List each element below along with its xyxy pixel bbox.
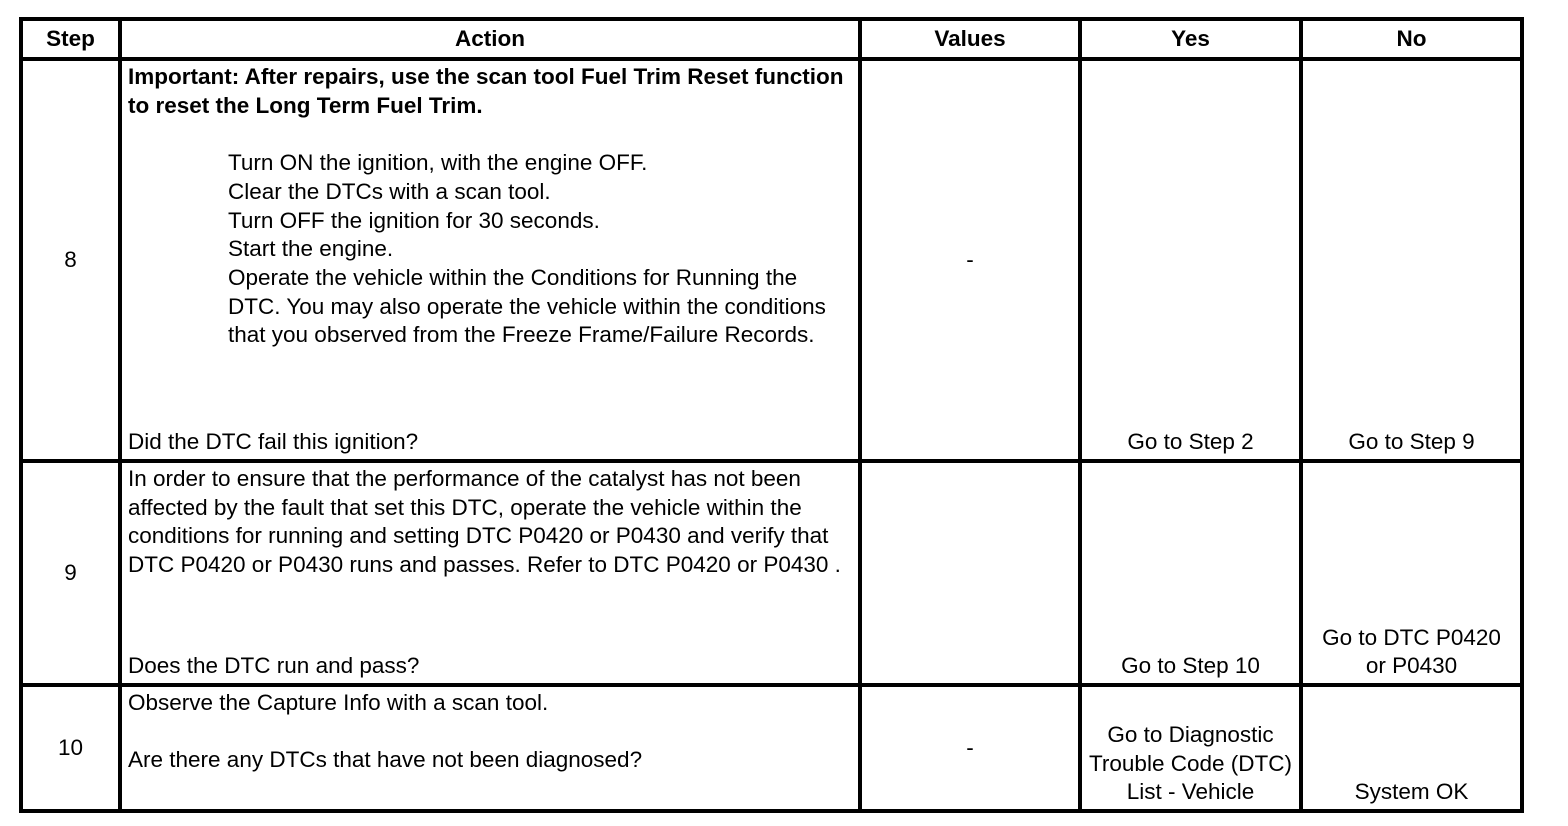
- yes-outcome: Go to Diagnostic Trouble Code (DTC) List - Vehicle: [1080, 685, 1301, 811]
- question-text: Are there any DTCs that have not been diagnosed?: [128, 747, 643, 773]
- procedure-step: Operate the vehicle within the Conditions for Running the DTC. You may also operate the vehicle within the conditions that you observed from the Freeze Frame/Failure Records.: [228, 264, 826, 348]
- procedure-step: Turn OFF the ignition for 30 seconds.: [228, 207, 600, 233]
- procedure-step: Start the engine.: [228, 236, 394, 262]
- values-cell: -: [860, 685, 1080, 811]
- table-row-step-9: [21, 461, 1522, 685]
- step-number: 9: [21, 461, 120, 685]
- yes-outcome: Go to Step 2: [1080, 59, 1301, 461]
- procedure-step: Clear the DTCs with a scan tool.: [228, 178, 551, 204]
- header-values: Values: [860, 19, 1080, 59]
- table-row-step-10: [21, 685, 1522, 811]
- diagnostic-table: [19, 17, 1524, 813]
- values-cell: -: [860, 59, 1080, 461]
- action-text: In order to ensure that the performance of the catalyst has not been affected by the fault that set this DTC, operate the vehicle within the conditions for running and setting DTC P0420 or P0430 and verify that DTC P0420 or P0430 runs and passes. Refer to DTC P0420 or P0430 .: [128, 466, 841, 578]
- action-cell: [120, 461, 860, 685]
- question-text: Did the DTC fail this ignition?: [128, 429, 419, 455]
- no-outcome: Go to DTC P0420 or P0430: [1301, 461, 1522, 685]
- procedure-list: [128, 149, 852, 350]
- question-text: Does the DTC run and pass?: [128, 653, 420, 679]
- procedure-step: Turn ON the ignition, with the engine OFF.: [228, 150, 648, 176]
- step-number: 10: [21, 685, 120, 811]
- no-outcome: Go to Step 9: [1301, 59, 1522, 461]
- header-yes: Yes: [1080, 19, 1301, 59]
- header-step: Step: [21, 19, 120, 59]
- no-outcome: System OK: [1301, 685, 1522, 811]
- header-row: [21, 19, 1522, 59]
- header-no: No: [1301, 19, 1522, 59]
- step-number: 8: [21, 59, 120, 461]
- action-cell: [120, 59, 860, 461]
- table-row-step-8: [21, 59, 1522, 461]
- values-cell: [860, 461, 1080, 685]
- action-text: Observe the Capture Info with a scan tool.: [128, 690, 549, 715]
- important-note: Important: After repairs, use the scan tool Fuel Trim Reset function to reset the Long Term Fuel Trim.: [128, 64, 844, 118]
- header-action: Action: [120, 19, 860, 59]
- yes-outcome: Go to Step 10: [1080, 461, 1301, 685]
- action-cell: [120, 685, 860, 811]
